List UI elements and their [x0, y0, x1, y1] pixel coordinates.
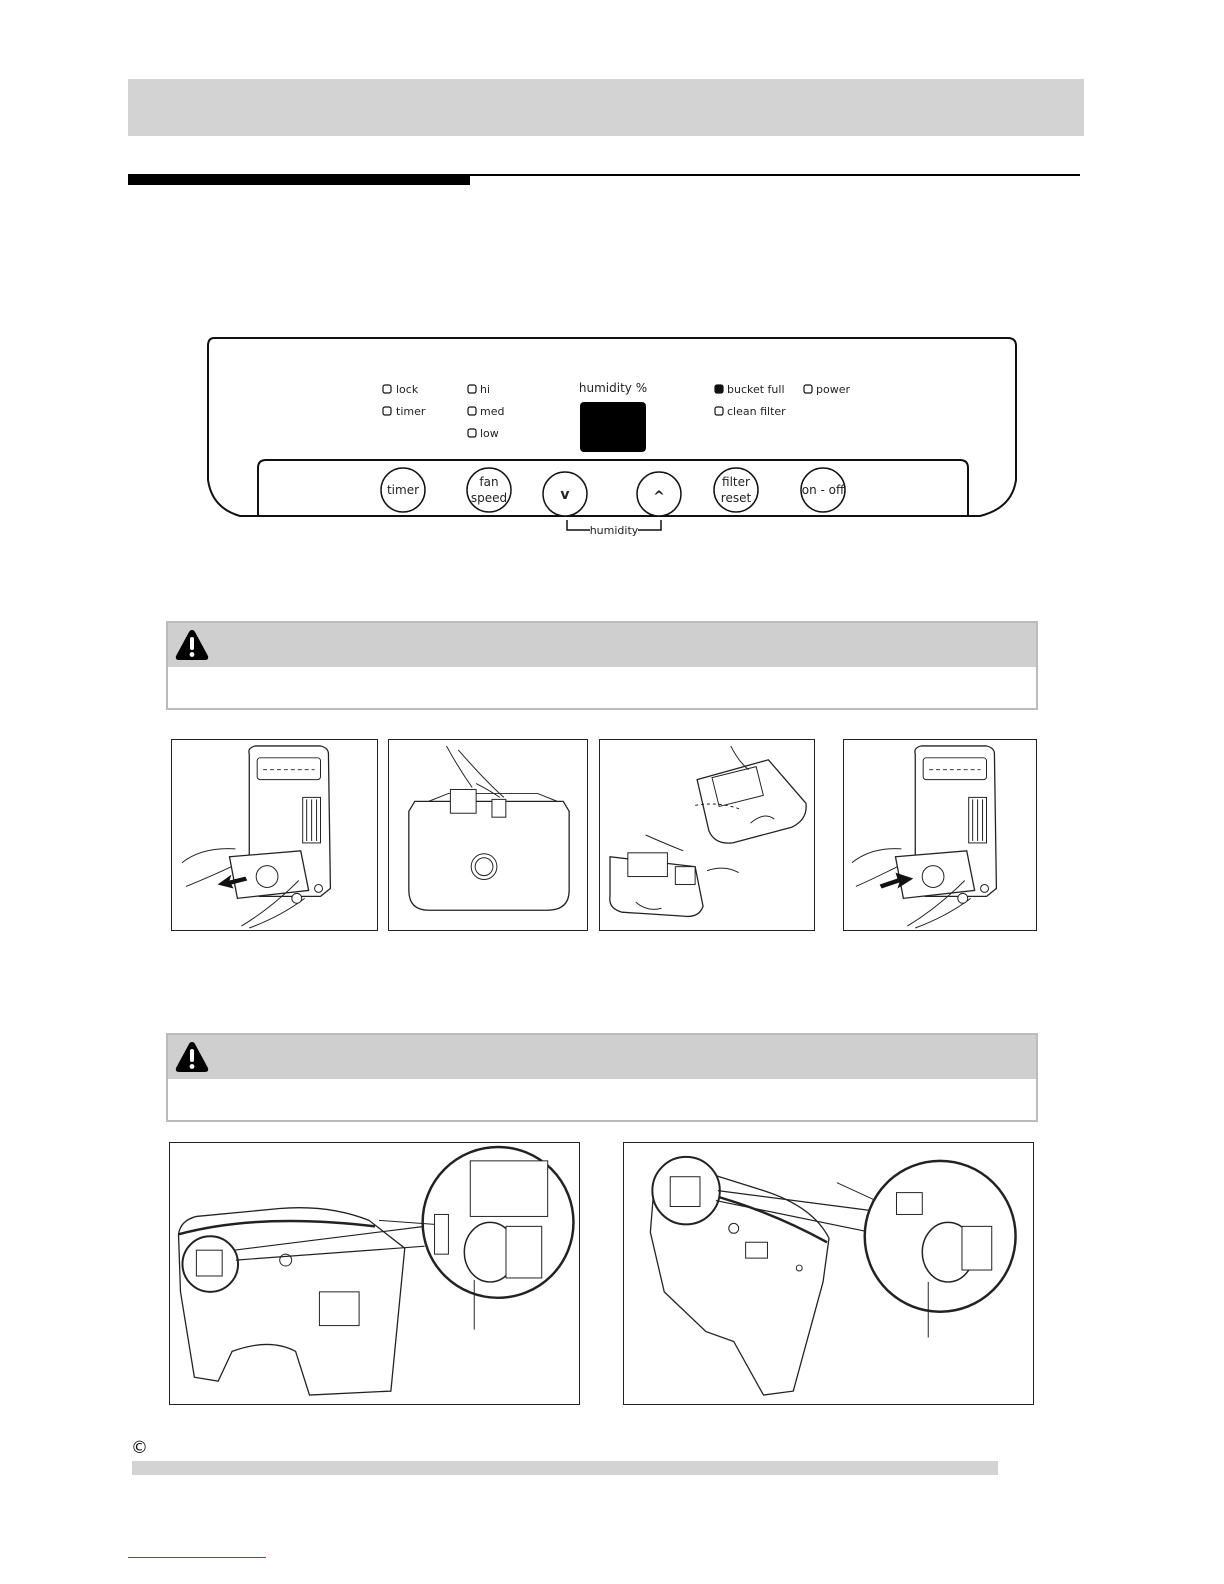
indicator-light-lit — [715, 385, 723, 393]
header-banner — [128, 79, 1084, 136]
on-off-button[interactable] — [801, 468, 845, 512]
section-rule-thick — [128, 174, 470, 185]
step-remove-bucket-figure — [171, 739, 378, 931]
indicator-light — [468, 385, 476, 393]
indicator-light — [383, 385, 391, 393]
warning-box-2-header — [168, 1035, 1036, 1079]
replace-bucket-drawing — [844, 740, 1036, 930]
indicator-light — [468, 407, 476, 415]
bucket-float-drawing-right — [624, 1143, 1033, 1404]
footer-bar — [132, 1461, 998, 1475]
bucket-float-drawing-left — [170, 1143, 579, 1404]
warning-box-2 — [166, 1033, 1038, 1122]
humidity-down-label: v — [560, 487, 570, 503]
warning-box-1 — [166, 621, 1038, 710]
warning-triangle-icon — [174, 628, 210, 662]
warning-triangle-icon — [174, 1040, 210, 1074]
timer-button-label: timer — [386, 483, 420, 497]
fan-speed-button-label-1: fan — [479, 475, 499, 489]
indicator-med-label: med — [480, 405, 505, 418]
indicator-light — [804, 385, 812, 393]
indicator-timer-label: timer — [396, 405, 426, 418]
humidity-display-label: humidity % — [578, 381, 648, 395]
copyright-symbol: © — [131, 1438, 148, 1458]
filter-reset-button[interactable] — [714, 468, 758, 512]
indicator-light — [383, 407, 391, 415]
clean-bucket-drawing — [600, 740, 814, 930]
warning-box-1-header — [168, 623, 1036, 667]
indicator-light — [468, 429, 476, 437]
step-empty-bucket-figure — [388, 739, 588, 931]
humidity-up-button[interactable] — [637, 472, 681, 516]
empty-bucket-drawing — [389, 740, 587, 930]
humidity-down-button[interactable] — [543, 472, 587, 516]
humidity-up-label: ^ — [653, 489, 665, 505]
indicator-low-label: low — [480, 427, 499, 440]
fan-speed-button[interactable] — [467, 468, 511, 512]
humidity-bracket-label: humidity — [589, 524, 639, 537]
indicator-lock-label: lock — [396, 383, 419, 396]
bucket-float-figure-left — [169, 1142, 580, 1405]
indicator-clean-filter-label: clean filter — [727, 405, 786, 418]
indicator-hi-label: hi — [480, 383, 491, 396]
indicator-light — [715, 407, 723, 415]
bucket-float-figure-right — [623, 1142, 1034, 1405]
section-rule-thin — [470, 174, 1080, 176]
timer-button[interactable] — [381, 468, 425, 512]
remove-bucket-drawing — [172, 740, 377, 930]
control-panel-drawing — [200, 330, 1026, 550]
fan-speed-button-label-2: speed — [470, 491, 508, 505]
humidity-display-screen — [580, 402, 646, 452]
step-clean-bucket-figure — [599, 739, 815, 931]
indicator-power-label: power — [816, 383, 850, 396]
indicator-bucket-full-label: bucket full — [727, 383, 785, 396]
filter-reset-label-1: filter — [722, 475, 750, 489]
filter-reset-label-2: reset — [720, 491, 752, 505]
step-replace-bucket-figure — [843, 739, 1037, 931]
footer-link-underline[interactable] — [128, 1557, 266, 1558]
on-off-button-label: on - off — [801, 483, 845, 497]
control-panel-figure — [200, 330, 1026, 550]
